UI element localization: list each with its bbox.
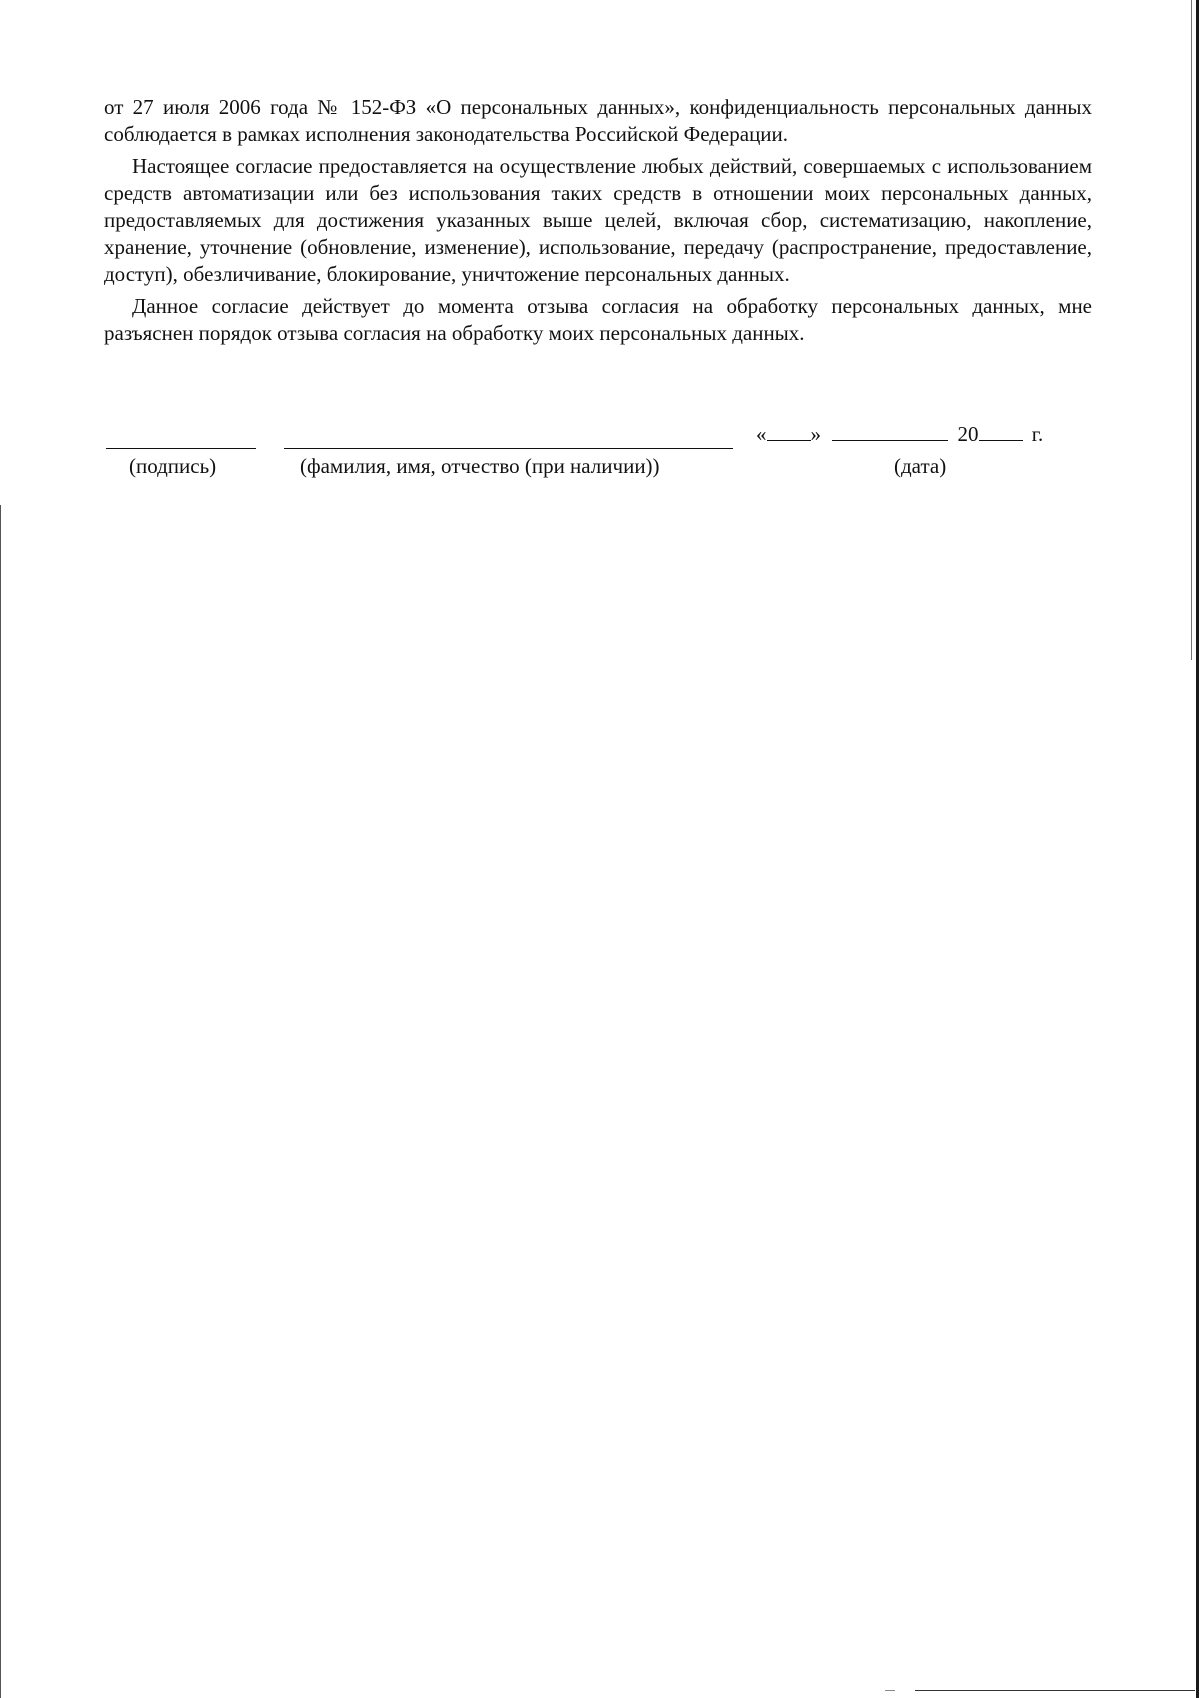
signature-block xyxy=(104,418,1092,488)
year-blank[interactable] xyxy=(979,422,1023,441)
signature-line[interactable] xyxy=(106,448,256,450)
paragraph-consent-validity: Данное согласие действует до момента отзыва согласия на обработку персональных данных, мне разъяснен порядок отзыва согласия на обработку моих персональных данных. xyxy=(104,294,1092,345)
date-open-quote: « xyxy=(756,422,767,446)
year-prefix: 20 xyxy=(957,422,979,446)
paragraph-law-reference: от 27 июля 2006 года № 152-ФЗ «О персональных данных», конфиденциальность персональных данных соблюдается в рамках исполнения законодательства Российской Федерации. xyxy=(104,95,1092,146)
scan-edge-shadow xyxy=(1191,0,1192,660)
date-field xyxy=(756,422,1043,447)
full-name-caption: (фамилия, имя, отчество (при наличии)) xyxy=(300,454,660,478)
signature-caption: (подпись) xyxy=(129,454,217,478)
consent-text xyxy=(104,94,1092,352)
paragraph-consent-scope: Настоящее согласие предоставляется на осуществление любых действий, совершаемых с использованием средств автоматизации или без использования таких средств в отношении моих персональных данных, предоставляемых для достижения указанных выше целей, включая сбор, систематизацию, накопление, хранение, уточнение (обновление, изменение), использование, передачу (распространение, предоставление, доступ), обезличивание, блокирование, уничтожение персональных данных. xyxy=(104,154,1092,286)
month-blank[interactable] xyxy=(832,422,948,441)
scan-edge-left xyxy=(0,505,1,1698)
full-name-line[interactable] xyxy=(284,448,733,450)
day-blank[interactable] xyxy=(767,422,811,441)
scan-edge-bottom xyxy=(915,1690,1195,1691)
year-suffix: г. xyxy=(1031,422,1044,446)
scan-mark-dash xyxy=(885,1690,895,1691)
scan-edge-right xyxy=(1196,0,1199,1698)
date-close-quote: » xyxy=(810,422,821,446)
date-caption: (дата) xyxy=(894,454,947,478)
